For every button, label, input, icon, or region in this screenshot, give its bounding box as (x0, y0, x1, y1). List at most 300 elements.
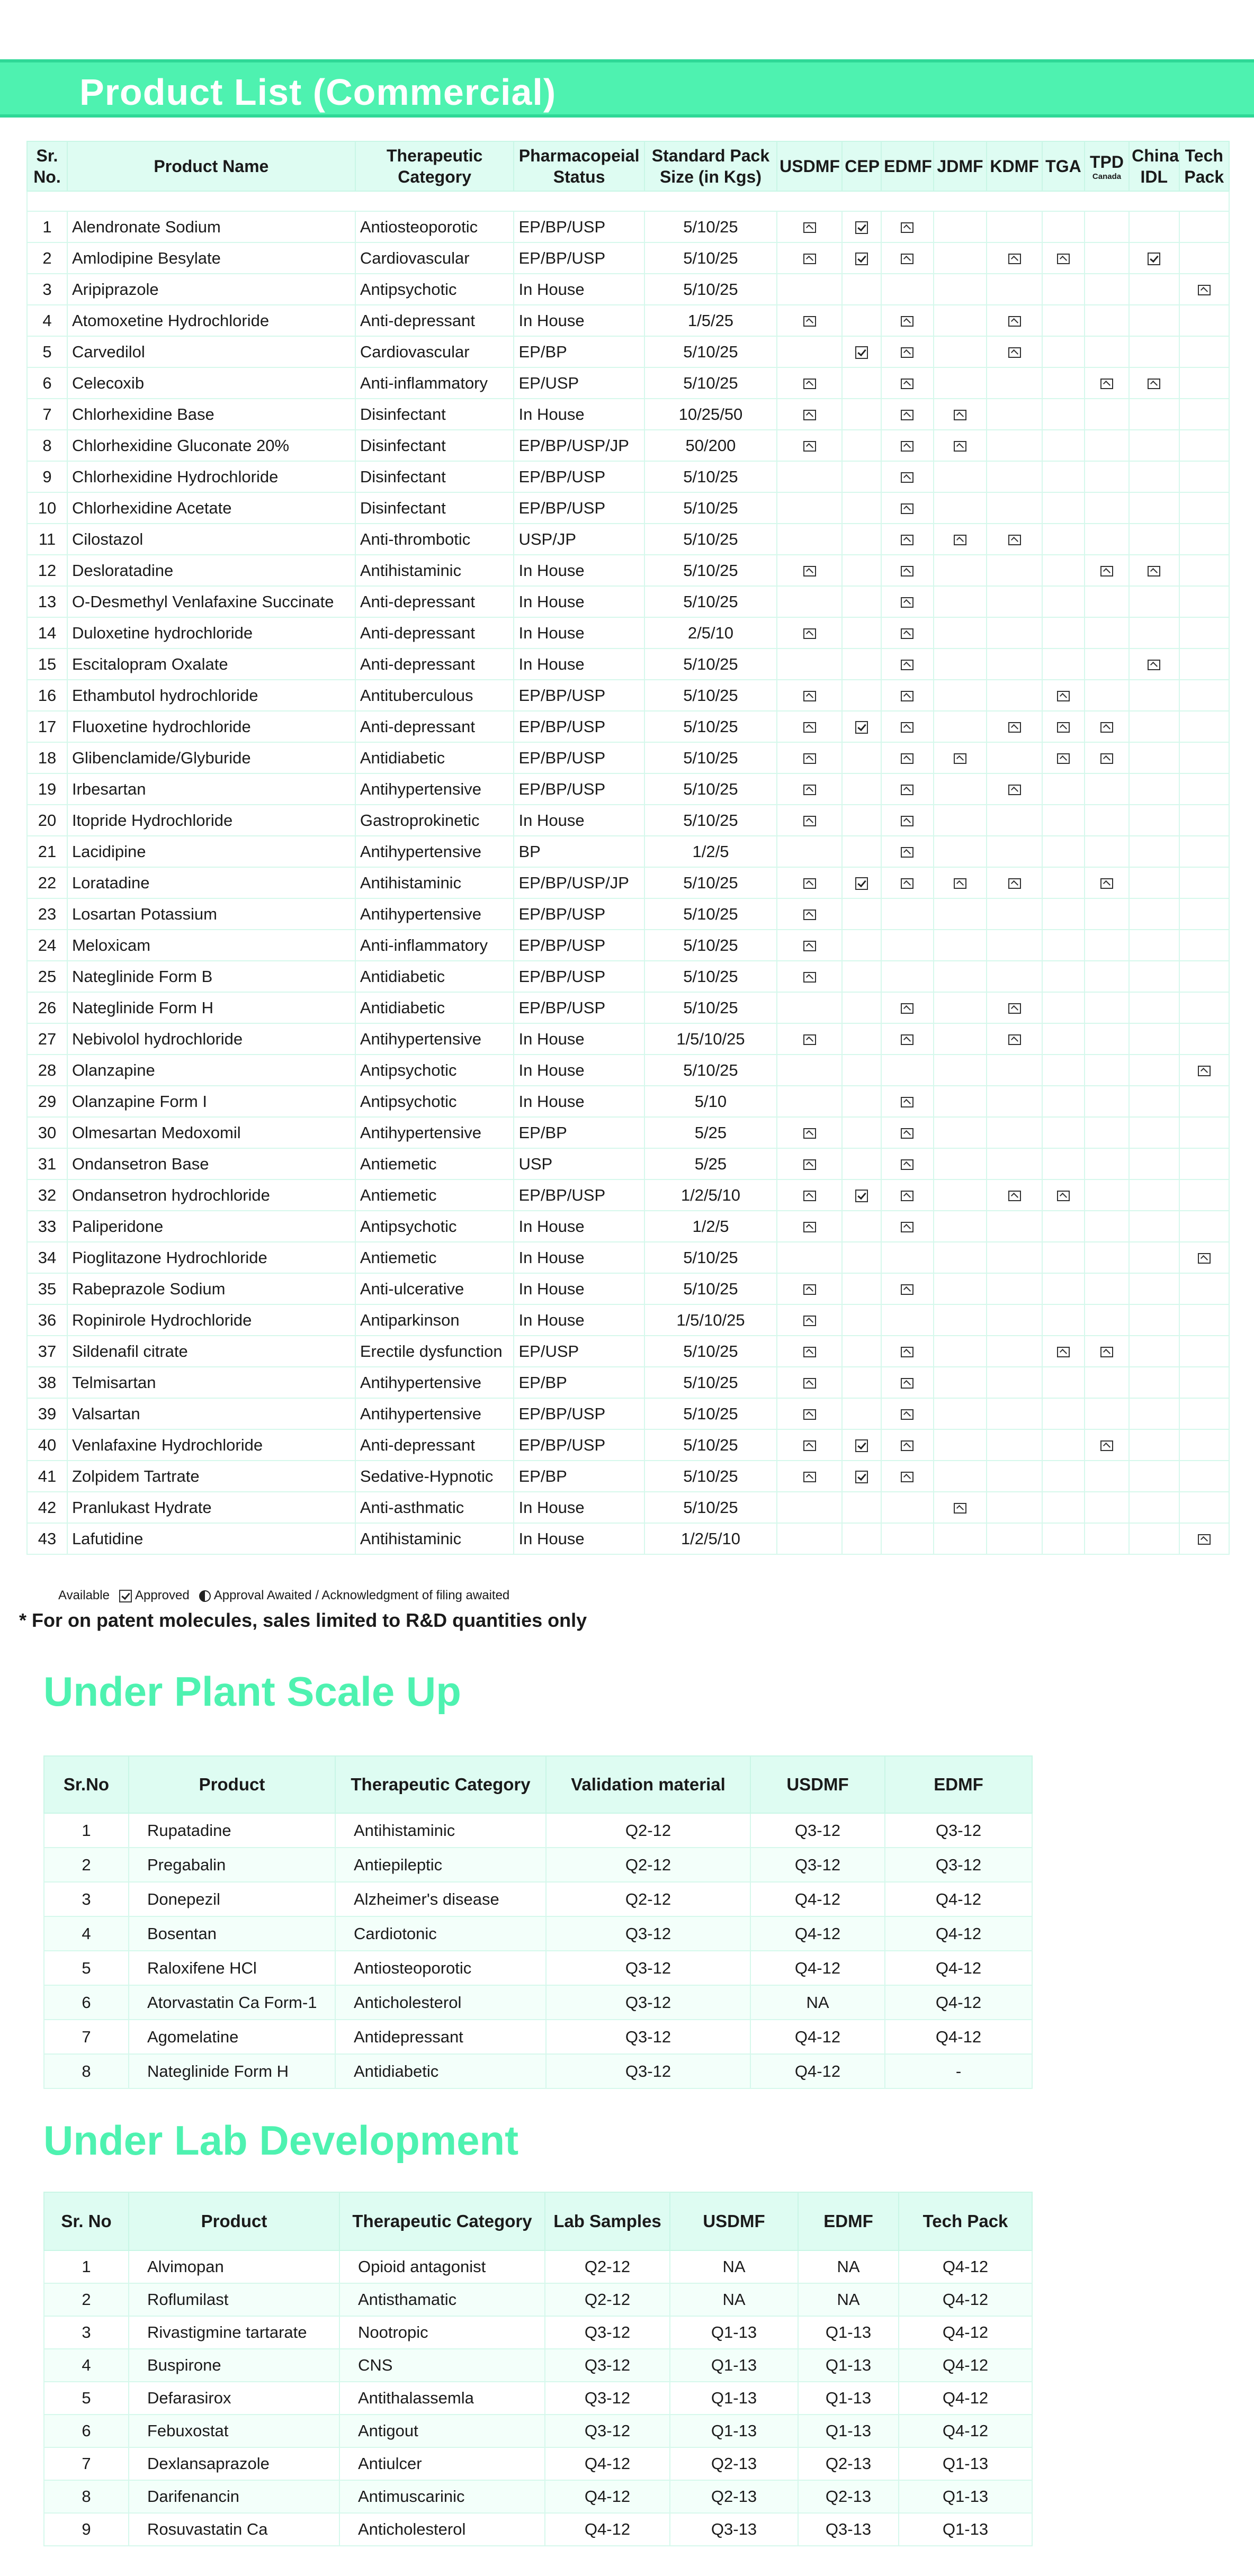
available-icon (954, 410, 966, 420)
scaleup-cell: Q4-12 (750, 2020, 885, 2054)
available-icon (1100, 379, 1113, 389)
usdmf-cell (777, 992, 842, 1023)
sr-no-cell: 35 (27, 1273, 67, 1304)
kdmf-cell (987, 242, 1042, 274)
usdmf-cell (777, 461, 842, 492)
pack-size-cell: 5/10/25 (644, 274, 777, 305)
jdmf-cell (934, 648, 987, 680)
tech-cell (1179, 211, 1230, 242)
cep-cell (842, 1492, 881, 1523)
available-icon (1057, 753, 1070, 764)
tga-cell (1042, 992, 1085, 1023)
scaleup-cell: Q3-12 (885, 1848, 1032, 1882)
tga-cell (1042, 1148, 1085, 1179)
header-kdmf: KDMF (987, 141, 1042, 191)
kdmf-cell (987, 1086, 1042, 1117)
sr-no-cell: 43 (27, 1523, 67, 1554)
sr-no-cell: 30 (27, 1117, 67, 1148)
scaleup-cell: Q3-12 (546, 2054, 750, 2088)
tpd-cell (1085, 805, 1129, 836)
status-cell: In House (514, 617, 644, 648)
tga-cell (1042, 430, 1085, 461)
kdmf-cell (987, 711, 1042, 742)
pack-size-cell: 5/10/25 (644, 961, 777, 992)
sr-no-cell: 19 (27, 773, 67, 805)
cep-cell (842, 1336, 881, 1367)
edmf-cell (881, 1023, 934, 1055)
category-cell: Disinfectant (355, 430, 514, 461)
scaleup-cell: 6 (44, 1985, 129, 2020)
kdmf-cell (987, 1117, 1042, 1148)
tpd-cell (1085, 461, 1129, 492)
pack-size-cell: 5/10/25 (644, 1398, 777, 1429)
pack-size-cell: 5/10/25 (644, 930, 777, 961)
jdmf-cell (934, 399, 987, 430)
scaleup-row (44, 2054, 1032, 2088)
sr-no-cell: 15 (27, 648, 67, 680)
sr-no-cell: 4 (27, 305, 67, 336)
approved-check-icon (1148, 253, 1160, 265)
scaleup-cell: Pregabalin (129, 1848, 335, 1882)
status-cell: EP/BP (514, 1117, 644, 1148)
table-row (27, 648, 1229, 680)
available-icon (803, 972, 816, 983)
available-icon (1057, 722, 1070, 733)
product-name-cell: Aripiprazole (67, 274, 355, 305)
labdev-cell: Darifenancin (129, 2480, 339, 2513)
sr-no-cell: 14 (27, 617, 67, 648)
cep-cell (842, 898, 881, 930)
tech-cell (1179, 711, 1230, 742)
scaleup-row (44, 1985, 1032, 2020)
pack-size-cell: 50/200 (644, 430, 777, 461)
status-cell: EP/BP/USP (514, 742, 644, 773)
category-cell: Antihypertensive (355, 1367, 514, 1398)
sr-no-cell: 31 (27, 1148, 67, 1179)
tga-cell (1042, 1367, 1085, 1398)
scaleup-row (44, 1951, 1032, 1985)
scaleup-cell: Q4-12 (750, 1882, 885, 1916)
usdmf-cell (777, 711, 842, 742)
kdmf-cell (987, 1336, 1042, 1367)
edmf-cell (881, 836, 934, 867)
scaleup-cell: Q3-12 (546, 1916, 750, 1951)
product-name-cell: Irbesartan (67, 773, 355, 805)
available-icon (954, 1503, 966, 1514)
category-cell: Antihypertensive (355, 1023, 514, 1055)
available-icon (803, 1440, 816, 1451)
tpd-cell (1085, 773, 1129, 805)
table-row (27, 1398, 1229, 1429)
labdev-cell: 9 (44, 2513, 129, 2546)
tpd-cell (1085, 1492, 1129, 1523)
product-name-cell: Desloratadine (67, 555, 355, 586)
tga-cell (1042, 399, 1085, 430)
table-row (27, 305, 1229, 336)
table-row (27, 367, 1229, 399)
available-icon (901, 753, 913, 764)
pack-size-cell: 5/25 (644, 1148, 777, 1179)
pack-size-cell: 5/10/25 (644, 524, 777, 555)
status-cell: EP/BP/USP (514, 461, 644, 492)
tpd-cell (1085, 1523, 1129, 1554)
table-row (27, 1304, 1229, 1336)
product-name-cell: Ropinirole Hydrochloride (67, 1304, 355, 1336)
labdev-cell: NA (670, 2283, 798, 2316)
cep-cell (842, 367, 881, 399)
usdmf-cell (777, 274, 842, 305)
cep-cell (842, 242, 881, 274)
product-name-cell: Paliperidone (67, 1211, 355, 1242)
kdmf-cell (987, 773, 1042, 805)
edmf-cell (881, 1242, 934, 1273)
table-header (27, 141, 1229, 191)
product-name-cell: Sildenafil citrate (67, 1336, 355, 1367)
usdmf-cell (777, 1211, 842, 1242)
scaleup-row (44, 1882, 1032, 1916)
edmf-cell (881, 1336, 934, 1367)
pack-size-cell: 5/10/25 (644, 805, 777, 836)
table-row (27, 680, 1229, 711)
labdev-row (44, 2382, 1032, 2415)
jdmf-cell (934, 1179, 987, 1211)
edmf-cell (881, 274, 934, 305)
available-icon (901, 410, 913, 420)
kdmf-cell (987, 274, 1042, 305)
available-icon (901, 1440, 913, 1451)
usdmf-cell (777, 1023, 842, 1055)
status-cell: EP/BP/USP (514, 680, 644, 711)
tech-cell (1179, 836, 1230, 867)
pack-size-cell: 2/5/10 (644, 617, 777, 648)
kdmf-cell (987, 742, 1042, 773)
china-cell (1129, 1461, 1179, 1492)
edmf-cell (881, 461, 934, 492)
header-tpd-label: TPD (1090, 152, 1124, 172)
tga-cell (1042, 1055, 1085, 1086)
scaleup-cell: Rupatadine (129, 1813, 335, 1848)
status-cell: EP/BP/USP (514, 930, 644, 961)
available-icon (901, 785, 913, 795)
labdev-cell: Q3-12 (545, 2382, 670, 2415)
kdmf-cell (987, 586, 1042, 617)
available-icon (1100, 566, 1113, 577)
table-row (27, 898, 1229, 930)
scaleup-cell: Cardiotonic (335, 1916, 546, 1951)
china-cell (1129, 1398, 1179, 1429)
tga-cell (1042, 867, 1085, 898)
usdmf-cell (777, 1398, 842, 1429)
available-icon (1008, 254, 1021, 264)
tpd-cell (1085, 399, 1129, 430)
kdmf-cell (987, 367, 1042, 399)
edmf-cell (881, 1055, 934, 1086)
tga-cell (1042, 555, 1085, 586)
usdmf-cell (777, 648, 842, 680)
tpd-cell (1085, 242, 1129, 274)
tga-cell (1042, 367, 1085, 399)
tpd-cell (1085, 492, 1129, 524)
available-icon (1008, 1003, 1021, 1014)
available-icon (901, 878, 913, 889)
scaleup-table (43, 1755, 1033, 2089)
cep-cell (842, 430, 881, 461)
cep-cell (842, 1179, 881, 1211)
product-name-cell: Olmesartan Medoxomil (67, 1117, 355, 1148)
scaleup-cell: Q3-12 (546, 1951, 750, 1985)
available-icon (901, 316, 913, 327)
category-cell: Antidiabetic (355, 742, 514, 773)
kdmf-cell (987, 930, 1042, 961)
edmf-cell (881, 430, 934, 461)
edmf-cell (881, 586, 934, 617)
scaleup-cell: Q4-12 (885, 2020, 1032, 2054)
product-name-cell: Escitalopram Oxalate (67, 648, 355, 680)
pack-size-cell: 5/10/25 (644, 680, 777, 711)
product-name-cell: O-Desmethyl Venlafaxine Succinate (67, 586, 355, 617)
category-cell: Antiemetic (355, 1148, 514, 1179)
tpd-cell (1085, 648, 1129, 680)
product-name-cell: Ondansetron Base (67, 1148, 355, 1179)
tpd-cell (1085, 961, 1129, 992)
category-cell: Antihypertensive (355, 1117, 514, 1148)
kdmf-cell (987, 617, 1042, 648)
status-cell: In House (514, 1055, 644, 1086)
labdev-header-6: Tech Pack (899, 2192, 1032, 2250)
category-cell: Antihypertensive (355, 773, 514, 805)
sr-no-cell: 29 (27, 1086, 67, 1117)
table-row (27, 836, 1229, 867)
usdmf-cell (777, 680, 842, 711)
china-cell (1129, 492, 1179, 524)
available-icon (1100, 753, 1113, 764)
sr-no-cell: 36 (27, 1304, 67, 1336)
scaleup-cell: Antiosteoporotic (335, 1951, 546, 1985)
tpd-cell (1085, 1023, 1129, 1055)
pack-size-cell: 1/5/25 (644, 305, 777, 336)
available-icon (901, 472, 913, 483)
cep-cell (842, 930, 881, 961)
china-cell (1129, 711, 1179, 742)
tech-cell (1179, 1523, 1230, 1554)
sr-no-cell: 20 (27, 805, 67, 836)
status-cell: EP/BP/USP (514, 1429, 644, 1461)
scaleup-cell: 2 (44, 1848, 129, 1882)
status-cell: EP/BP (514, 1461, 644, 1492)
scaleup-cell: Raloxifene HCl (129, 1951, 335, 1985)
labdev-cell: Q4-12 (899, 2283, 1032, 2316)
jdmf-cell (934, 336, 987, 367)
category-cell: Gastroprokinetic (355, 805, 514, 836)
table-row (27, 242, 1229, 274)
jdmf-cell (934, 1461, 987, 1492)
available-icon (901, 1191, 913, 1201)
status-cell: In House (514, 305, 644, 336)
tga-cell (1042, 274, 1085, 305)
sr-no-cell: 2 (27, 242, 67, 274)
available-icon (1100, 1347, 1113, 1357)
china-cell (1129, 524, 1179, 555)
available-icon (1008, 785, 1021, 795)
edmf-cell (881, 1398, 934, 1429)
scaleup-cell: Q2-12 (546, 1813, 750, 1848)
sr-no-cell: 22 (27, 867, 67, 898)
scaleup-cell: Anticholesterol (335, 1985, 546, 2020)
jdmf-cell (934, 805, 987, 836)
cep-cell (842, 274, 881, 305)
labdev-header-4: USDMF (670, 2192, 798, 2250)
table-row (27, 211, 1229, 242)
pack-size-cell: 5/10/25 (644, 555, 777, 586)
status-cell: In House (514, 805, 644, 836)
jdmf-cell (934, 1273, 987, 1304)
tga-cell (1042, 1398, 1085, 1429)
category-cell: Anti-depressant (355, 617, 514, 648)
tga-cell (1042, 680, 1085, 711)
china-cell (1129, 961, 1179, 992)
status-cell: EP/BP/USP (514, 773, 644, 805)
available-icon (803, 941, 816, 951)
kdmf-cell (987, 1211, 1042, 1242)
labdev-cell: Q4-12 (899, 2382, 1032, 2415)
category-cell: Antiosteoporotic (355, 211, 514, 242)
approved-check-icon (855, 1190, 868, 1202)
product-name-cell: Nateglinide Form H (67, 992, 355, 1023)
sr-no-cell: 41 (27, 1461, 67, 1492)
scaleup-cell: Atorvastatin Ca Form-1 (129, 1985, 335, 2020)
tga-cell (1042, 1086, 1085, 1117)
jdmf-cell (934, 836, 987, 867)
labdev-cell: Q3-13 (670, 2513, 798, 2546)
product-name-cell: Nateglinide Form B (67, 961, 355, 992)
edmf-cell (881, 1492, 934, 1523)
china-cell (1129, 898, 1179, 930)
usdmf-cell (777, 867, 842, 898)
sr-no-cell: 10 (27, 492, 67, 524)
china-cell (1129, 555, 1179, 586)
labdev-cell: Q1-13 (798, 2349, 899, 2382)
kdmf-cell (987, 430, 1042, 461)
kdmf-cell (987, 1304, 1042, 1336)
tech-cell (1179, 680, 1230, 711)
table-row (27, 1367, 1229, 1398)
cep-cell (842, 680, 881, 711)
edmf-cell (881, 1273, 934, 1304)
labdev-cell: Q4-12 (899, 2415, 1032, 2447)
category-cell: Antipsychotic (355, 1211, 514, 1242)
tech-cell (1179, 1336, 1230, 1367)
available-icon (901, 1097, 913, 1107)
table-row (27, 1117, 1229, 1148)
header-tga: TGA (1042, 141, 1085, 191)
tech-cell (1179, 399, 1230, 430)
china-cell (1129, 367, 1179, 399)
edmf-cell (881, 492, 934, 524)
pack-size-cell: 5/10/25 (644, 711, 777, 742)
status-cell: In House (514, 648, 644, 680)
usdmf-cell (777, 1242, 842, 1273)
usdmf-cell (777, 367, 842, 399)
sr-no-cell: 16 (27, 680, 67, 711)
china-cell (1129, 867, 1179, 898)
jdmf-cell (934, 1523, 987, 1554)
sr-no-cell: 6 (27, 367, 67, 399)
kdmf-cell (987, 1523, 1042, 1554)
tga-cell (1042, 1242, 1085, 1273)
product-name-cell: Duloxetine hydrochloride (67, 617, 355, 648)
tech-cell (1179, 1055, 1230, 1086)
scaleup-cell: 8 (44, 2054, 129, 2088)
cep-cell (842, 648, 881, 680)
tga-cell (1042, 242, 1085, 274)
pack-size-cell: 5/10/25 (644, 1367, 777, 1398)
sr-no-cell: 9 (27, 461, 67, 492)
spacer-row (27, 191, 1229, 211)
pack-size-cell: 1/2/5 (644, 836, 777, 867)
edmf-cell (881, 305, 934, 336)
tech-cell (1179, 1148, 1230, 1179)
tpd-cell (1085, 1117, 1129, 1148)
product-name-cell: Chlorhexidine Gluconate 20% (67, 430, 355, 461)
tpd-cell (1085, 992, 1129, 1023)
category-cell: Anti-depressant (355, 711, 514, 742)
available-icon (803, 410, 816, 420)
table-row (27, 399, 1229, 430)
pack-size-cell: 5/10/25 (644, 648, 777, 680)
available-icon (901, 722, 913, 733)
edmf-cell (881, 773, 934, 805)
pack-size-cell: 5/10/25 (644, 1461, 777, 1492)
scaleup-cell: Q3-12 (750, 1848, 885, 1882)
kdmf-cell (987, 1023, 1042, 1055)
tga-cell (1042, 1492, 1085, 1523)
scaleup-cell: Antihistaminic (335, 1813, 546, 1848)
kdmf-cell (987, 211, 1042, 242)
edmf-cell (881, 555, 934, 586)
china-cell (1129, 211, 1179, 242)
labdev-cell: Alvimopan (129, 2250, 339, 2283)
cep-cell (842, 742, 881, 773)
labdev-cell: Q4-12 (545, 2447, 670, 2480)
half-moon-icon (199, 1590, 211, 1602)
cep-cell (842, 586, 881, 617)
usdmf-cell (777, 336, 842, 367)
tpd-cell (1085, 1179, 1129, 1211)
table-row (27, 586, 1229, 617)
edmf-cell (881, 1179, 934, 1211)
tga-cell (1042, 805, 1085, 836)
tga-cell (1042, 742, 1085, 773)
approved-check-icon (855, 877, 868, 890)
pack-size-cell: 1/2/5 (644, 1211, 777, 1242)
header-edmf: EDMF (881, 141, 934, 191)
sr-no-cell: 21 (27, 836, 67, 867)
status-cell: In House (514, 555, 644, 586)
pack-size-cell: 5/10/25 (644, 867, 777, 898)
edmf-cell (881, 930, 934, 961)
status-cell: EP/USP (514, 1336, 644, 1367)
kdmf-cell (987, 1242, 1042, 1273)
tpd-cell (1085, 336, 1129, 367)
labdev-cell: Defarasirox (129, 2382, 339, 2415)
tpd-cell (1085, 1367, 1129, 1398)
labdev-cell: NA (798, 2250, 899, 2283)
table-row (27, 1523, 1229, 1554)
sr-no-cell: 42 (27, 1492, 67, 1523)
tpd-cell (1085, 711, 1129, 742)
page-title: Product List (Commercial) (79, 71, 557, 113)
product-name-cell: Losartan Potassium (67, 898, 355, 930)
